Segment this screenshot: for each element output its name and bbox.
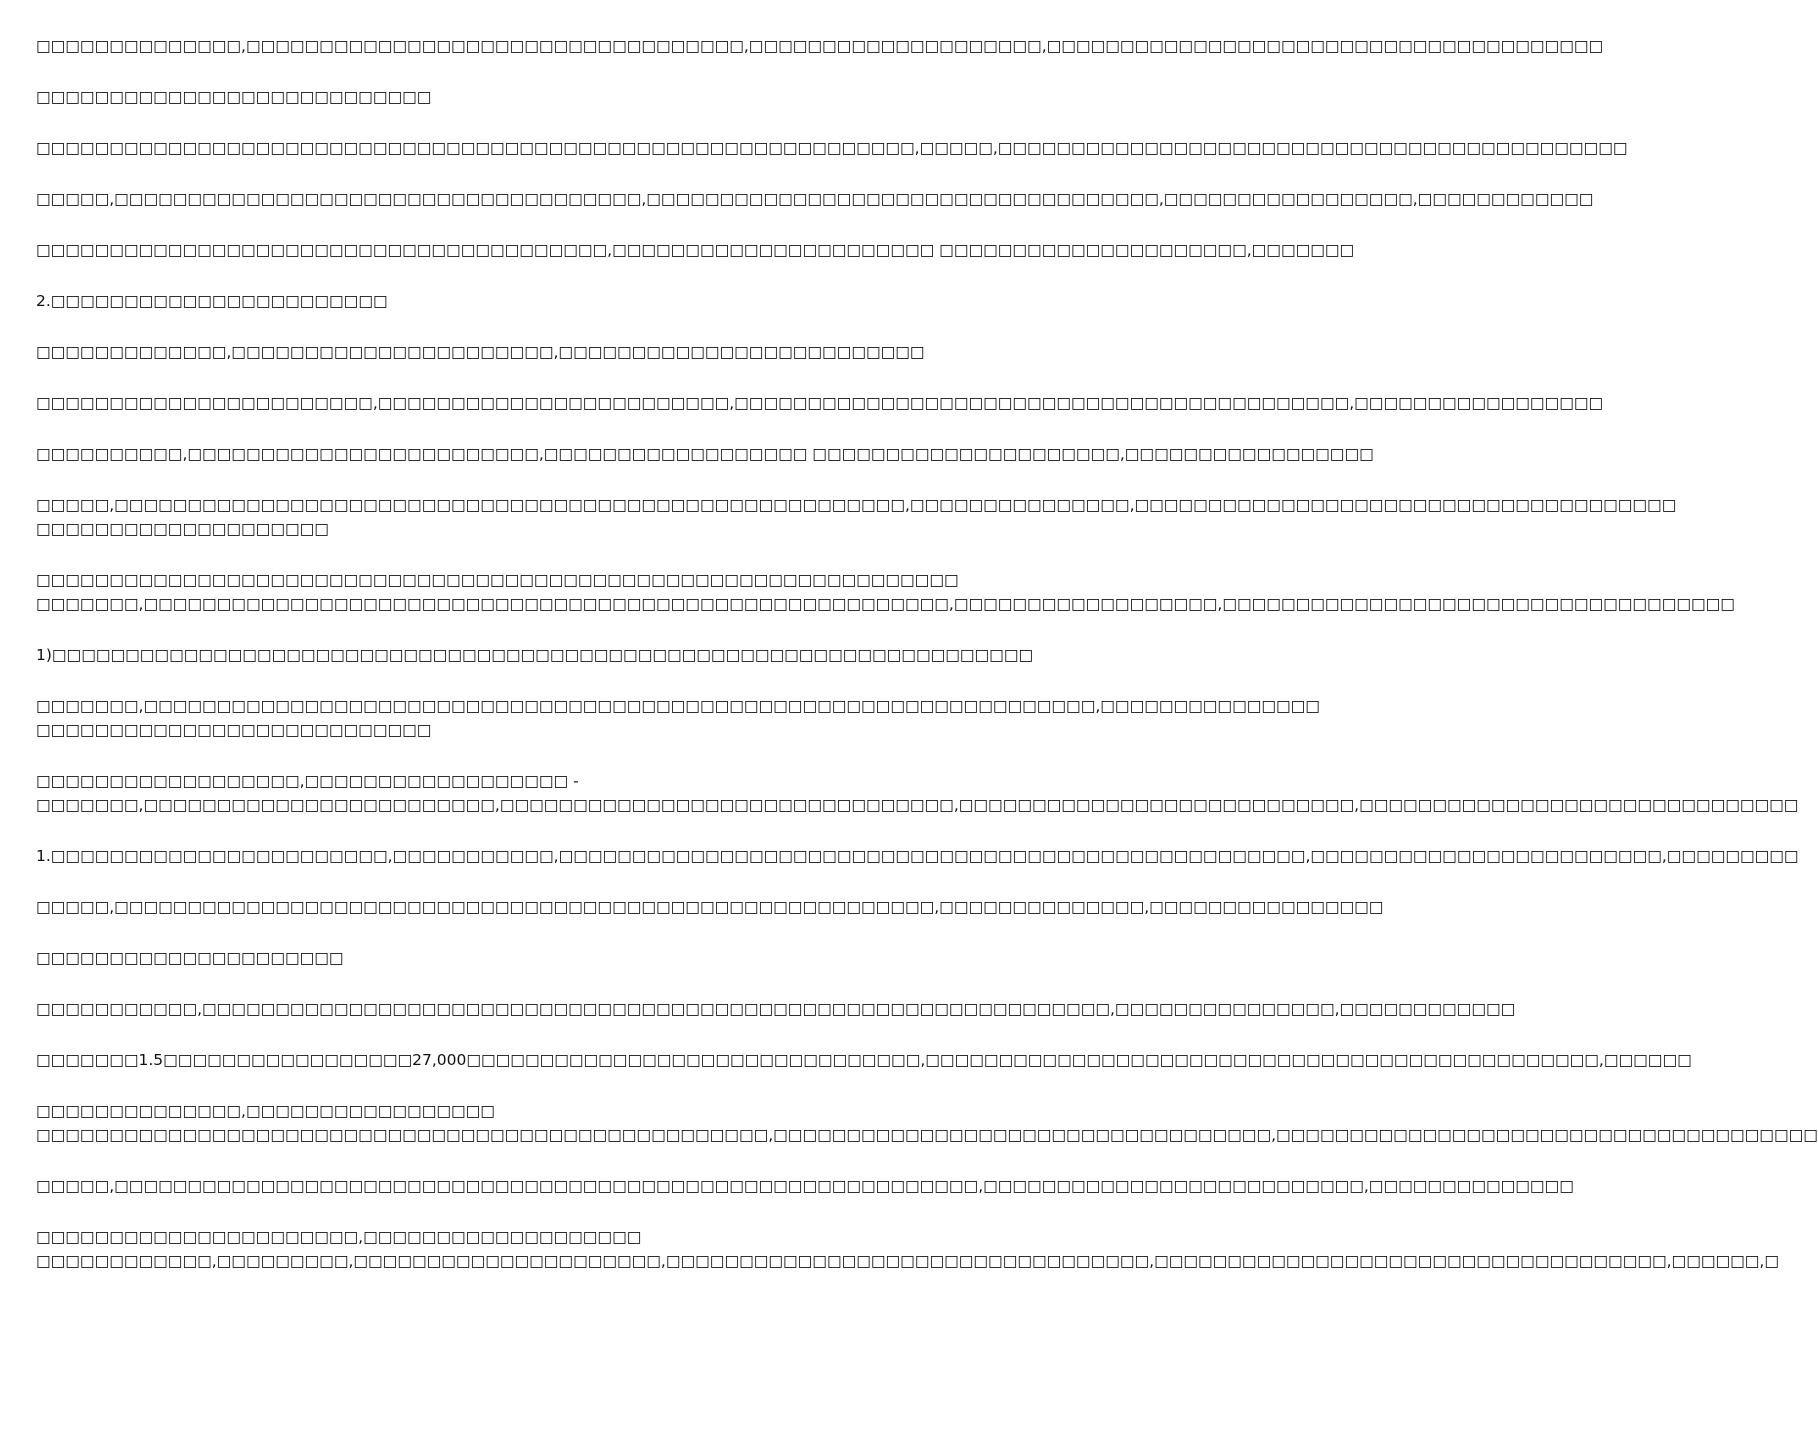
paragraph-line: □□□□□,□□□□□□□□□□□□□□□□□□□□□□□□□□□□□□□□□□□□,□□□□□□□□□□□□□□□□□□□□□□□□□□□□□□□□□□□,□□□□□□□□□□□□□□□□□,□□□□□□□□□□□□	[36, 190, 1594, 208]
paragraph-line: □□□□□□□□□□□,□□□□□□□□□□□□□□□□□□□□□□□□□□□□□□□□□□□□□□□□□□□□□□□□□□□□□□□□□□□□□□,□□□□□□□□□□□□□□□,□□□□□□□□□□□□	[36, 1000, 1516, 1018]
paragraph-line: □□□□□□□□□□□□□□□□□□□□	[36, 520, 329, 538]
paragraph	[36, 1174, 1574, 1198]
paragraph	[36, 997, 1516, 1021]
paragraph-line: □□□□□□□□□□□□□□□□□□□□□□□□□□□□□□□□□□□□□□□□□□□□□□□□□□□□□□□□□□□□□□□	[36, 571, 959, 589]
paragraph-line: 1.□□□□□□□□□□□□□□□□□□□□□□□,□□□□□□□□□□□,□□□□□□□□□□□□□□□□□□□□□□□□□□□□□□□□□□□□□□□□□□□□□□□□□□□,□□□□□□□□□□□□□□□□□□□□□□□□,□□□□□□□□□	[36, 847, 1799, 865]
paragraph	[36, 1048, 1692, 1072]
paragraph	[36, 568, 1735, 616]
paragraph-line: □□□□□□□□□□□□□□,□□□□□□□□□□□□□□□□□	[36, 1102, 495, 1120]
paragraph-line: □□□□□□□□□□□□□□□□□□□□□	[36, 949, 344, 967]
paragraph-line: □□□□□□□1.5□□□□□□□□□□□□□□□□□27,000□□□□□□□□□□□□□□□□□□□□□□□□□□□□□□□,□□□□□□□□□□□□□□□□□□□□□□□□□□□□□□□□□□□□□□□□□□□□□□,□□□□□□	[36, 1051, 1692, 1069]
paragraph	[36, 769, 1799, 817]
paragraph	[36, 643, 1034, 667]
paragraph	[36, 844, 1799, 868]
paragraph-line: □□□□□□□,□□□□□□□□□□□□□□□□□□□□□□□□□□□□□□□□□□□□□□□□□□□□□□□□□□□□□□□□□□□□□□□□□,□□□□□□□□□□□□□□□	[36, 697, 1320, 715]
paragraph-line: □□□□□□□□□□□□,□□□□□□□□□,□□□□□□□□□□□□□□□□□□□□□,□□□□□□□□□□□□□□□□□□□□□□□□□□□□□□□□□,□□□□□□□□□□□□□□□□□□□□□□□□□□□□□□□□□□□,□□□□□□,□	[36, 1252, 1780, 1270]
paragraph	[36, 136, 1628, 160]
paragraph	[36, 85, 990, 109]
paragraph	[36, 340, 990, 364]
paragraph	[36, 895, 1384, 919]
paragraph-line: □□□□□,□□□□□□□□□□□□□□□□□□□□□□□□□□□□□□□□□□□□□□□□□□□□□□□□□□□□□□□□,□□□□□□□□□□□□□□,□□□□□□□□□□□□□□□□	[36, 898, 1384, 916]
paragraph-line: 1)□□□□□□□□□□□□□□□□□□□□□□□□□□□□□□□□□□□□□□□□□□□□□□□□□□□□□□□□□□□□□□□□□□□	[36, 646, 1034, 664]
paragraph-line: □□□□□□□,□□□□□□□□□□□□□□□□□□□□□□□□□□□□□□□□□□□□□□□□□□□□□□□□□□□□□□□,□□□□□□□□□□□□□□□□□□,□□□□□□□□□□□□□□□□□□□□□□□□□□□□□□□□□□□	[36, 595, 1735, 613]
paragraph-line: □□□□□□□□□□□□□□□□□□□□□□□□□□□	[36, 88, 432, 106]
paragraph-line: □□□□□□□□□□□□□□□□□□□□□□□,□□□□□□□□□□□□□□□□□□□□□□□□,□□□□□□□□□□□□□□□□□□□□□□□□□□□□□□□□□□□□□□□□□□,□□□□□□□□□□□□□□□□□	[36, 394, 1604, 412]
paragraph-line: □□□□□□□□□□□□□□□□□□□□□□□□□□□□□□□□□□□□□□□□□□□□□□□□□□□□□□□□□□□□,□□□□□,□□□□□□□□□□□□□□□□□□□□□□□□□□□□□□□□□□□□□□□□□□□	[36, 139, 1628, 157]
paragraph	[36, 391, 1604, 415]
document-body	[36, 34, 1818, 1434]
paragraph	[36, 946, 990, 970]
paragraph	[36, 34, 1604, 58]
paragraph	[36, 442, 1374, 466]
paragraph	[36, 238, 1355, 262]
paragraph-line: □□□□□□□□□□□□□□□□□□□□□□□□□□□	[36, 721, 432, 739]
paragraph-line: □□□□□□□□□□□□□□□□□□□□□□□□□□□□□□□□□□□□□□□,□□□□□□□□□□□□□□□□□□□□□□ □□□□□□□□□□□□□□□□□□□□□,□□□□□□□	[36, 241, 1355, 259]
paragraph	[36, 289, 990, 313]
paragraph-line: □□□□□□□□□□□□□□□□□□□□□□,□□□□□□□□□□□□□□□□□□□	[36, 1228, 642, 1246]
paragraph	[36, 493, 1677, 541]
paragraph-line: □□□□□□□□□□□□□□□□□□□□□□□□□□□□□□□□□□□□□□□□□□□□□□□□□□,□□□□□□□□□□□□□□□□□□□□□□□□□□□□□□□□□□,□□□□□□□□□□□□□□□□□□□□□□□□□□□□□□□□□□□□□	[36, 1126, 1818, 1144]
paragraph-line: □□□□□□□□□□,□□□□□□□□□□□□□□□□□□□□□□□□,□□□□□□□□□□□□□□□□□□ □□□□□□□□□□□□□□□□□□□□□,□□□□□□□□□□□□□□□□□	[36, 445, 1374, 463]
paragraph	[36, 187, 1594, 211]
paragraph-line: □□□□□,□□□□□□□□□□□□□□□□□□□□□□□□□□□□□□□□□□□□□□□□□□□□□□□□□□□□□□□□□□□,□□□□□□□□□□□□□□□□□□□□□□□□□□,□□□□□□□□□□□□□□	[36, 1177, 1574, 1195]
paragraph-line: □□□□□,□□□□□□□□□□□□□□□□□□□□□□□□□□□□□□□□□□□□□□□□□□□□□□□□□□□□□□,□□□□□□□□□□□□□□□,□□□□□□□□□□□□□□□□□□□□□□□□□□□□□□□□□□□□□	[36, 496, 1677, 514]
paragraph-line: □□□□□□□□□□□□□,□□□□□□□□□□□□□□□□□□□□□□,□□□□□□□□□□□□□□□□□□□□□□□□□	[36, 343, 925, 361]
paragraph-line: □□□□□□□□□□□□□□□□□□,□□□□□□□□□□□□□□□□□□ -	[36, 772, 579, 790]
paragraph	[36, 1225, 1780, 1273]
paragraph	[36, 1099, 1818, 1147]
paragraph-line: □□□□□□□□□□□□□□,□□□□□□□□□□□□□□□□□□□□□□□□□□□□□□□□□□,□□□□□□□□□□□□□□□□□□□□,□□□□□□□□□□□□□□□□□□□□□□□□□□□□□□□□□□□□□□	[36, 37, 1604, 55]
paragraph	[36, 694, 1320, 742]
paragraph-line: □□□□□□□,□□□□□□□□□□□□□□□□□□□□□□□□,□□□□□□□□□□□□□□□□□□□□□□□□□□□□□□□,□□□□□□□□□□□□□□□□□□□□□□□□□□□,□□□□□□□□□□□□□□□□□□□□□□□□□□□□□□	[36, 796, 1799, 814]
paragraph-line: 2.□□□□□□□□□□□□□□□□□□□□□□□	[36, 292, 388, 310]
